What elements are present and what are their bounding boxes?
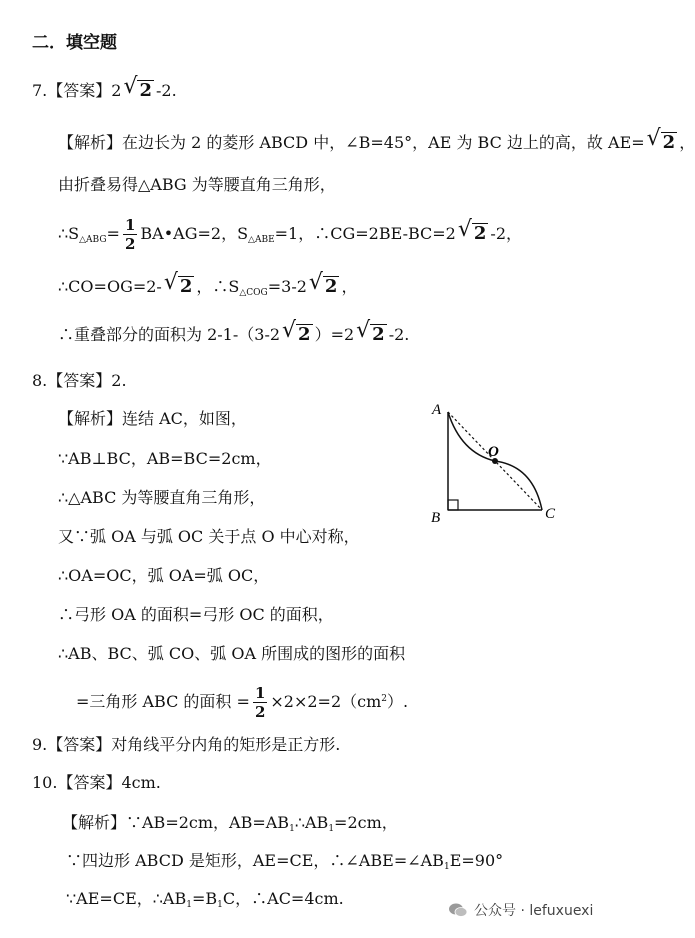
q10-answer: 10.【答案】4cm.	[32, 773, 161, 792]
q10-analysis-line-3: ∵AE=CE，$\therefore AB_1=B_1C$，∴AC=4cm.	[66, 889, 344, 910]
label-a: A	[432, 402, 442, 418]
section-title: 二．填空题	[32, 33, 117, 53]
q8-analysis-line-7: ∴AB、BC、弧 CO、弧 OA 所围成的图形的面积	[58, 644, 406, 663]
label-b: B	[431, 510, 441, 526]
q7-analysis-line-5: ∴重叠部分的面积为 2-1-（3-2 √ 2 ）=2 √ 2 -2.	[58, 318, 410, 345]
sqrt-symbol: √ 2	[123, 74, 152, 101]
q8-analysis-line-3: ∴△ABC 为等腰直角三角形，	[58, 488, 266, 507]
triangle-figure	[428, 398, 568, 528]
q7-answer: 7.【答案】2 √ 2 -2.	[32, 74, 177, 101]
q10-analysis-line-1: 【解析】∵AB=2cm，$AB=AB_1\therefore AB_1=2cm$，	[62, 813, 398, 834]
q7-analysis-line-1: 【解析】在边长为 2 的菱形 ABCD 中，∠B=45°，AE 为 BC 边上的高，故 AE= √ 2 ，	[58, 126, 695, 153]
q9-answer: 9.【答案】对角线平分内角的矩形是正方形.	[32, 735, 341, 754]
q8-analysis-line-4: 又∵弧 OA 与弧 OC 关于点 O 中心对称，	[58, 527, 360, 546]
q8-answer: 8.【答案】2.	[32, 371, 127, 390]
q7-analysis-line-2: 由折叠易得△ABG 为等腰直角三角形，	[58, 175, 336, 194]
right-angle-mark	[448, 500, 458, 510]
label-c: C	[545, 506, 556, 522]
q7-analysis-line-4: ∴CO=OG=2- √ 2 ，$\therefore S_{\triangle COG}=3-2$ √ 2 ，	[58, 270, 358, 298]
label-o: O	[488, 444, 499, 460]
q8-analysis-line-6: ∴弓形 OA 的面积=弓形 OC 的面积，	[58, 605, 334, 624]
wechat-icon	[448, 902, 468, 918]
fraction-half: $\frac{1}{2}$	[124, 216, 136, 253]
fraction-half: $\frac{1}{2}$	[254, 684, 266, 721]
q8-analysis-line-5: ∴OA=OC，弧 OA=弧 OC，	[58, 566, 270, 585]
q8-analysis-line-8: =三角形 ABC 的面积 = $\frac{1}{2}$ $\times 2\times 2=2(cm^2)$.	[76, 684, 409, 721]
q8-analysis-line-2: ∵AB⊥BC，AB=BC=2cm，	[58, 449, 272, 468]
watermark: 公众号 · lefuxuexi	[448, 900, 593, 920]
q8-analysis-line-1: 【解析】连结 AC，如图，	[58, 409, 247, 428]
q10-analysis-line-2: ∵四边形 ABCD 是矩形，AE=CE，$\therefore\angle ABE=\angle AB_1E=90^\circ$	[66, 851, 504, 872]
q7-analysis-line-3: $\therefore S_{\triangle ABG}=$ $\frac{1}{2}$ BA•AG=2，$S_{\triangle ABE}=1$，∴CG=2BE-BC=2 √ 2 -2，	[58, 216, 522, 253]
